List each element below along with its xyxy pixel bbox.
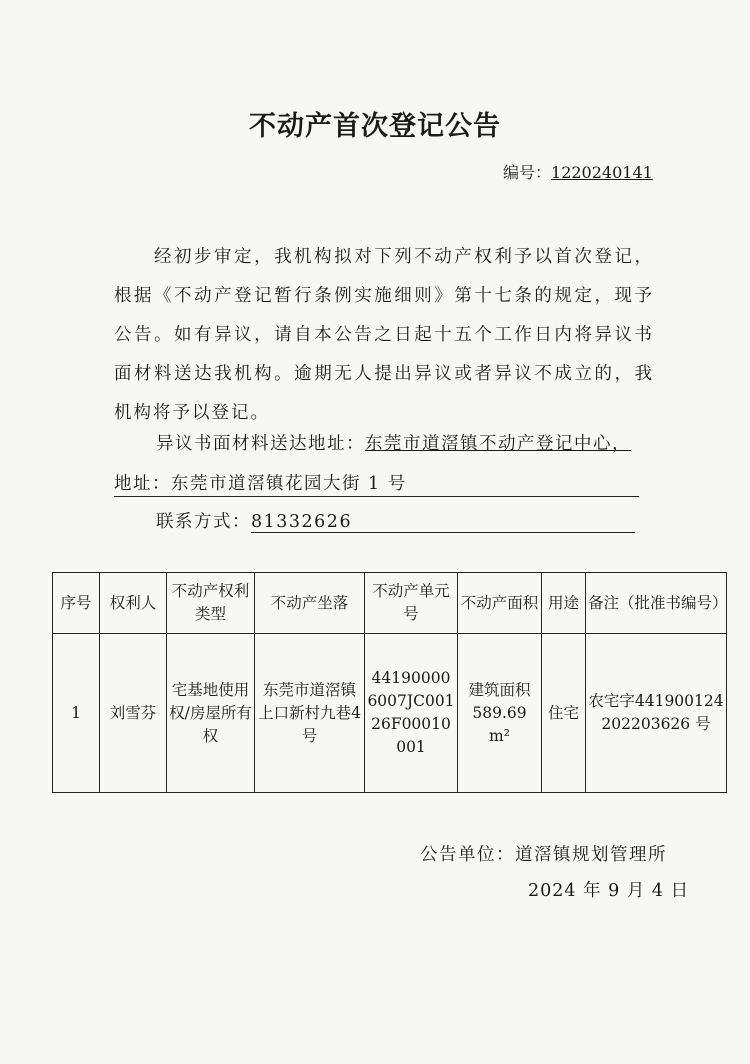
header-seq: 序号 xyxy=(53,573,100,634)
document-title: 不动产首次登记公告 xyxy=(249,111,501,142)
table-row xyxy=(53,634,727,793)
objection-office: 东莞市道滘镇不动产登记中心， xyxy=(365,434,631,454)
contact-value: 81332626 xyxy=(251,512,353,532)
objection-address: 地址：东莞市道滘镇花园大街 1 号 xyxy=(114,470,639,497)
body-paragraph: 经初步审定，我机构拟对下列不动产权利予以首次登记，根据《不动产登记暂行条例实施细则》第十七条的规定，现予公告。如有异议，请自本公告之日起十五个工作日内将异议书面材料送达我机构。逾期无人提出异议或者异议不成立的，我机构将予以登记。 xyxy=(114,247,654,423)
cell-seq: 1 xyxy=(53,634,100,793)
announcing-unit-label: 公告单位： xyxy=(420,845,515,865)
cell-owner: 刘雪芬 xyxy=(100,634,167,793)
header-area: 不动产面积 xyxy=(458,573,542,634)
announcement-date: 2024 年 9 月 4 日 xyxy=(528,881,690,901)
header-unit-no: 不动产单元号 xyxy=(365,573,458,634)
cell-unit-no: 441900006007JC00126F00010001 xyxy=(365,634,458,793)
document-number-label: 编号： xyxy=(503,163,552,182)
table-header-row xyxy=(53,573,727,634)
header-right-type: 不动产权利类型 xyxy=(167,573,255,634)
header-location: 不动产坐落 xyxy=(255,573,365,634)
header-remark: 备注（批准书编号） xyxy=(586,573,727,634)
cell-location: 东莞市道滘镇上口新村九巷4号 xyxy=(255,634,365,793)
contact-line xyxy=(156,508,635,533)
registration-table xyxy=(52,572,727,793)
contact-label: 联系方式： xyxy=(156,512,251,532)
objection-address-line xyxy=(156,430,631,455)
document-number xyxy=(503,160,653,183)
cell-right-type: 宅基地使用权/房屋所有权 xyxy=(167,634,255,793)
header-owner: 权利人 xyxy=(100,573,167,634)
announcing-unit xyxy=(420,841,667,866)
objection-address-label: 异议书面材料送达地址： xyxy=(156,434,365,454)
cell-remark: 农宅字441900124202203626 号 xyxy=(586,634,727,793)
announcing-unit-name: 道滘镇规划管理所 xyxy=(515,845,667,865)
cell-usage: 住宅 xyxy=(542,634,586,793)
cell-area: 建筑面积589.69 m² xyxy=(458,634,542,793)
header-usage: 用途 xyxy=(542,573,586,634)
document-number-value: 1220240141 xyxy=(551,163,653,182)
